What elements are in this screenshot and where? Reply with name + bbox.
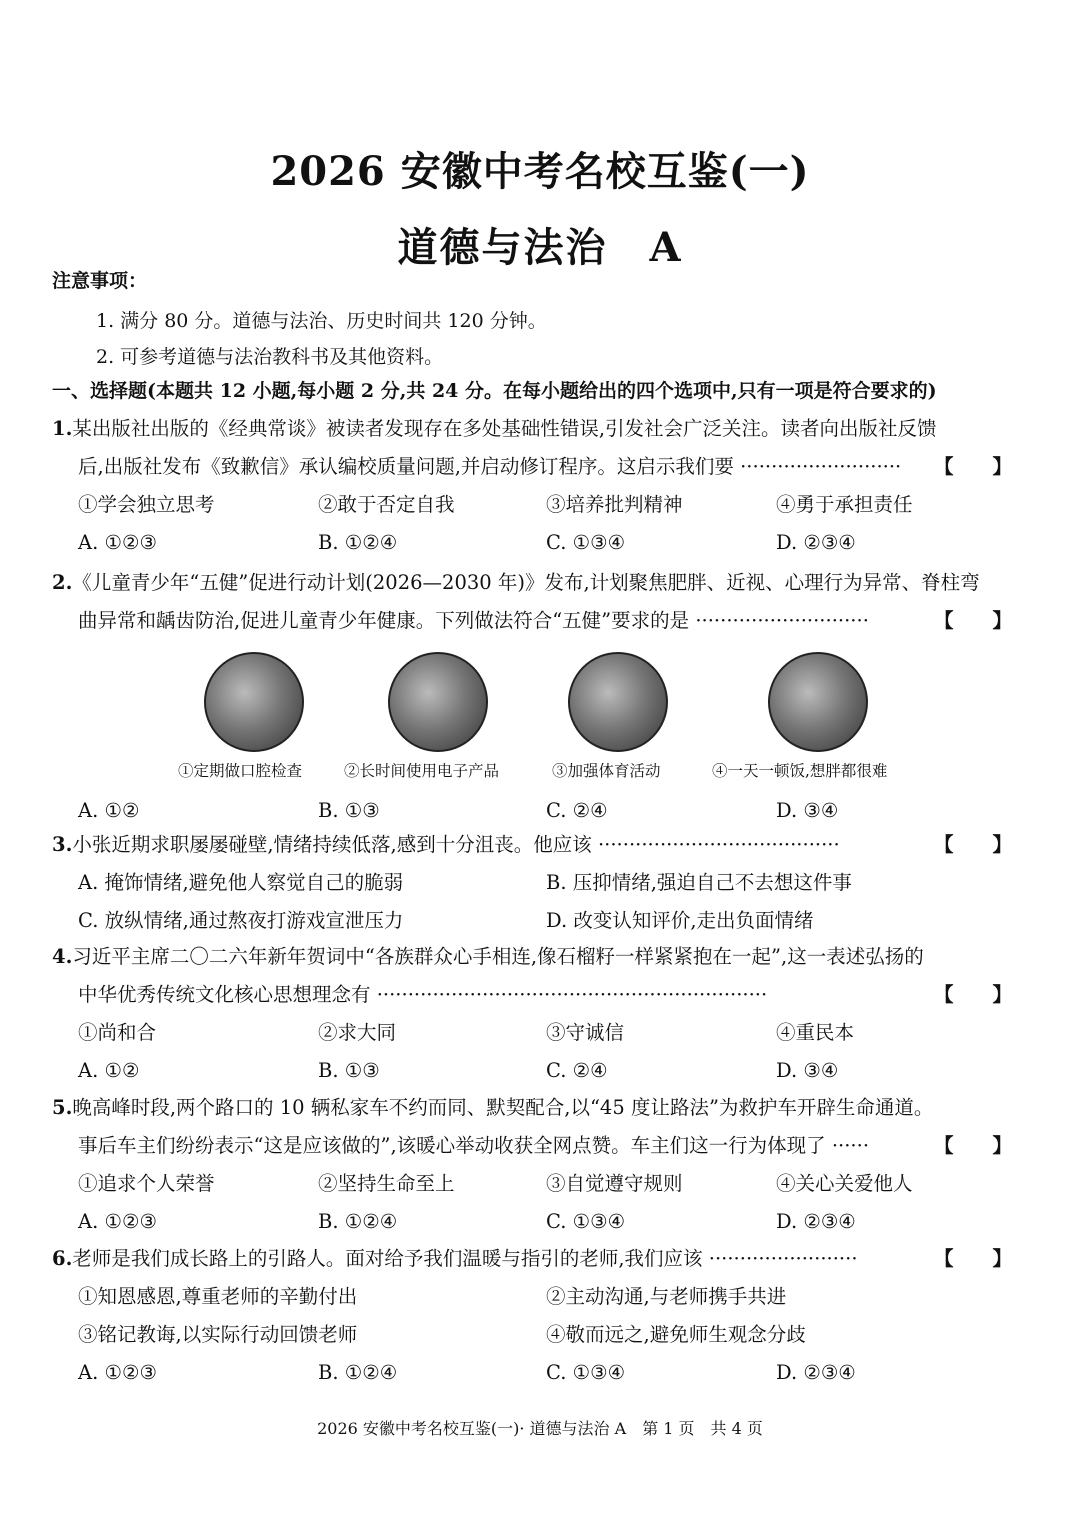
statement-item: ③守诚信 xyxy=(546,1021,625,1044)
answer-choice: C. ①③④ xyxy=(546,531,626,554)
question-stem-line: 《儿童青少年“五健”促进行动计划(2026—2030 年)》发布,计划聚焦肥胖、近视、心理行为异常、脊柱弯 xyxy=(72,571,980,594)
answer-choice: D. ②③④ xyxy=(776,1361,856,1384)
statement-item: ③铭记教诲,以实际行动回馈老师 xyxy=(78,1323,358,1346)
question-stem-line: 晚高峰时段,两个路口的 10 辆私家车不约而同、默契配合,以“45 度让路法”为救护车开辟生命通道。 xyxy=(72,1096,934,1119)
question-number: 3. xyxy=(52,833,73,856)
answer-choice: D. 改变认知评价,走出负面情绪 xyxy=(546,909,814,932)
answer-bracket: 【 】 xyxy=(933,983,1012,1006)
note-2: 2. 可参考道德与法治教科书及其他资料。 xyxy=(96,346,444,368)
question-stem-line: 某出版社出版的《经典常谈》被读者发现存在多处基础性错误,引发社会广泛关注。读者向出版社反馈 xyxy=(72,417,937,440)
answer-choice: B. 压抑情绪,强迫自己不去想这件事 xyxy=(546,871,852,894)
question-1 xyxy=(52,410,1012,560)
question-number: 1. xyxy=(52,417,73,440)
one-meal-photo xyxy=(768,652,868,752)
answer-choice: D. ③④ xyxy=(776,799,839,822)
answer-choice: D. ③④ xyxy=(776,1059,839,1082)
answer-bracket: 【 】 xyxy=(933,833,1012,856)
answer-choice: C. ①③④ xyxy=(546,1361,626,1384)
section-heading: 一、选择题(本题共 12 小题,每小题 2 分,共 24 分。在每小题给出的四个选项中,只有一项是符合要求的) xyxy=(52,380,937,402)
answer-choice: A. ①② xyxy=(78,1059,140,1082)
answer-choice: B. ①②④ xyxy=(318,1361,398,1384)
statement-item: ①知恩感恩,尊重老师的辛勤付出 xyxy=(78,1285,358,1308)
answer-choice: D. ②③④ xyxy=(776,1210,856,1233)
statement-item: ④重民本 xyxy=(776,1021,855,1044)
answer-bracket: 【 】 xyxy=(933,609,1012,632)
answer-choice: C. 放纵情绪,通过熬夜打游戏宣泄压力 xyxy=(78,909,404,932)
answer-choice: A. ①②③ xyxy=(78,1210,157,1233)
answer-choice: B. ①③ xyxy=(318,1059,380,1082)
question-stem-line: 中华优秀传统文化核心思想理念有 ······························································· xyxy=(78,983,768,1006)
answer-choice: B. ①③ xyxy=(318,799,380,822)
image-caption: ③加强体育活动 xyxy=(552,762,661,780)
statement-item: ②敢于否定自我 xyxy=(318,493,455,516)
question-number: 6. xyxy=(52,1247,73,1270)
answer-choice: C. ②④ xyxy=(546,1059,608,1082)
sports-activity-photo xyxy=(568,652,668,752)
statement-item: ②求大同 xyxy=(318,1021,397,1044)
question-number: 2. xyxy=(52,571,73,594)
answer-choice: A. ①②③ xyxy=(78,1361,157,1384)
question-stem-line: 曲异常和龋齿防治,促进儿童青少年健康。下列做法符合“五健”要求的是 ···························· xyxy=(78,609,869,632)
question-stem-line: 习近平主席二〇二六年新年贺词中“各族群众心手相连,像石榴籽一样紧紧抱在一起”,这一表述弘扬的 xyxy=(72,945,924,968)
question-stem-line: 事后车主们纷纷表示“这是应该做的”,该暖心举动收获全网点赞。车主们这一行为体现了 ······ xyxy=(78,1134,870,1157)
statement-item: ③培养批判精神 xyxy=(546,493,683,516)
question-number: 5. xyxy=(52,1096,73,1119)
statement-item: ④敬而远之,避免师生观念分歧 xyxy=(546,1323,806,1346)
subject-title: 道德与法治 A xyxy=(397,224,683,271)
notes-heading: 注意事项： xyxy=(52,270,148,292)
page-footer: 2026 安徽中考名校互鉴(一)· 道德与法治 A 第 1 页 共 4 页 xyxy=(317,1419,763,1438)
answer-choice: A. ①② xyxy=(78,799,140,822)
statement-item: ①尚和合 xyxy=(78,1021,157,1044)
note-1: 1. 满分 80 分。道德与法治、历史时间共 120 分钟。 xyxy=(96,310,547,332)
question-stem-line: 小张近期求职屡屡碰壁,情绪持续低落,感到十分沮丧。他应该 ······································· xyxy=(72,833,840,856)
answer-choice: C. ②④ xyxy=(546,799,608,822)
statement-item: ③自觉遵守规则 xyxy=(546,1172,683,1195)
answer-bracket: 【 】 xyxy=(933,1134,1012,1157)
statement-item: ①追求个人荣誉 xyxy=(78,1172,215,1195)
image-caption: ①定期做口腔检查 xyxy=(178,762,303,780)
answer-bracket: 【 】 xyxy=(933,1247,1012,1270)
question-2 xyxy=(52,564,1012,828)
statement-item: ①学会独立思考 xyxy=(78,493,215,516)
dental-checkup-photo xyxy=(204,652,304,752)
question-number: 4. xyxy=(52,945,73,968)
answer-choice: A. ①②③ xyxy=(78,531,157,554)
question-stem-line: 后,出版社发布《致歉信》承认编校质量问题,并启动修订程序。这启示我们要 ·························· xyxy=(78,455,902,478)
statement-item: ②坚持生命至上 xyxy=(318,1172,455,1195)
image-caption: ④一天一顿饭,想胖都很难 xyxy=(712,762,888,780)
answer-choice: B. ①②④ xyxy=(318,531,398,554)
statement-item: ④勇于承担责任 xyxy=(776,493,913,516)
question-4 xyxy=(52,938,1012,1090)
exam-title: 2026 安徽中考名校互鉴(一) xyxy=(270,148,810,195)
electronic-device-photo xyxy=(388,652,488,752)
answer-choice: C. ①③④ xyxy=(546,1210,626,1233)
question-6 xyxy=(52,1240,1012,1392)
answer-choice: B. ①②④ xyxy=(318,1210,398,1233)
answer-bracket: 【 】 xyxy=(933,455,1012,478)
statement-item: ④关心关爱他人 xyxy=(776,1172,913,1195)
question-5 xyxy=(52,1089,1012,1241)
image-caption: ②长时间使用电子产品 xyxy=(344,762,500,780)
answer-choice: A. 掩饰情绪,避免他人察觉自己的脆弱 xyxy=(78,871,404,894)
question-3 xyxy=(52,826,1012,940)
statement-item: ②主动沟通,与老师携手共进 xyxy=(546,1285,787,1308)
question-stem-line: 老师是我们成长路上的引路人。面对给予我们温暖与指引的老师,我们应该 ························ xyxy=(72,1247,858,1270)
answer-choice: D. ②③④ xyxy=(776,531,856,554)
